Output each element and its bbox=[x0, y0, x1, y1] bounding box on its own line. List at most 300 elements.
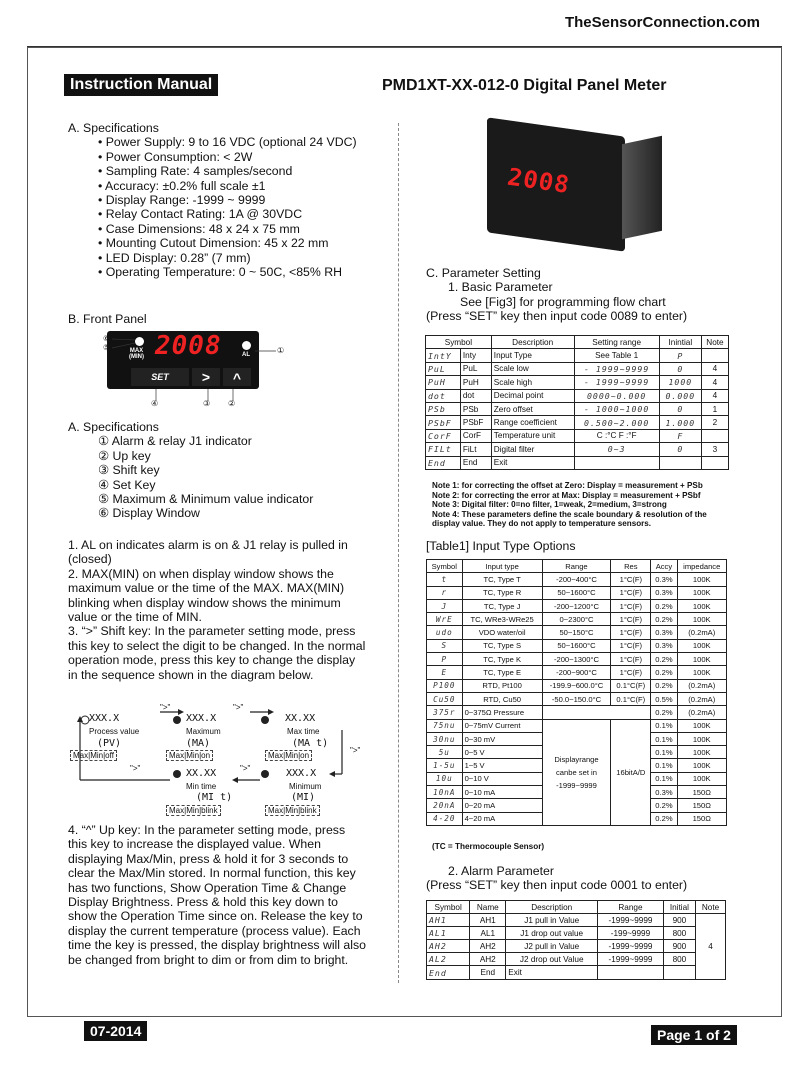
cell: -1999~9999 bbox=[598, 953, 664, 966]
cell: 100K bbox=[677, 586, 726, 599]
cell: 800 bbox=[663, 953, 695, 966]
cell: 100K bbox=[677, 719, 726, 732]
symbol-cell: FILt bbox=[426, 443, 461, 456]
cell: AL1 bbox=[470, 927, 506, 940]
cell: -200~1200°C bbox=[542, 599, 611, 612]
cell: -1999~9999 bbox=[598, 914, 664, 927]
cell: -200~1300°C bbox=[542, 653, 611, 666]
cell: 100K bbox=[677, 599, 726, 612]
table-row bbox=[426, 416, 729, 429]
flow-arrow: ">" bbox=[160, 703, 171, 712]
note: Note 4: These parameters define the scale boundary & resolution of the display value. They do not apply to temperature sensors. bbox=[432, 509, 707, 528]
cell: 0.000 bbox=[659, 389, 701, 402]
flow-mat-abbr: (MA t) bbox=[292, 738, 329, 749]
legend-item: ② Up key bbox=[98, 448, 151, 463]
cell: 100K bbox=[677, 613, 726, 626]
symbol-cell: 10u bbox=[427, 772, 463, 785]
table-row bbox=[427, 613, 727, 626]
page-title: PMD1XT-XX-012-0 Digital Panel Meter bbox=[382, 77, 667, 94]
table-row bbox=[427, 940, 726, 953]
set-button[interactable]: SET bbox=[131, 368, 189, 386]
table-row bbox=[427, 966, 726, 979]
alarm-section bbox=[426, 864, 726, 893]
header-cell: Inintial bbox=[659, 336, 701, 349]
table-row bbox=[426, 389, 729, 402]
alarm-line: (Press “SET” key then input code 0001 to enter) bbox=[426, 878, 688, 893]
max-min-label: MAX (MIN) bbox=[129, 348, 144, 360]
cell: 100K bbox=[677, 759, 726, 772]
symbol-cell: 4-20 bbox=[427, 812, 463, 825]
spec-item: • Mounting Cutout Dimension: 45 x 22 mm bbox=[98, 236, 329, 251]
cell: 0~10 V bbox=[462, 772, 542, 785]
cell: 0.1°C(F) bbox=[611, 679, 651, 692]
cell: 4 bbox=[701, 389, 728, 402]
note: Note 1: for correcting the offset at Zero: Display = measurement + PSb bbox=[432, 481, 703, 490]
cell: 0.2% bbox=[651, 706, 677, 719]
legend-list bbox=[68, 434, 388, 520]
explanation-para: 1. AL on indicates alarm is on & J1 relay is pulled in (closed) bbox=[68, 538, 348, 567]
cell: 0.500~2.000 bbox=[574, 416, 659, 429]
cell: TC, Type T bbox=[462, 573, 542, 586]
cell: J1 pull in Value bbox=[506, 914, 598, 927]
header-cell: Range bbox=[542, 560, 611, 573]
up-key-paragraph: 4. “^” Up key: In the parameter setting mode, press this key to increase the displayed value. When displaying Max/Min, press & hold it for 3 seconds to clear the Max/Min stored. In normal function, this key has two functions, Show Operation Time & Change Display Brightness. Press & hold this key down to show the Operation Time since on. Release the key to display the current temperature (process value). Each time the key is pressed, the display brightness will also be changed from bright to dim or from dim to bright. bbox=[68, 823, 366, 967]
symbol-cell: End bbox=[426, 456, 461, 469]
cell: 100K bbox=[677, 746, 726, 759]
cell: 100K bbox=[677, 573, 726, 586]
cell: dot bbox=[460, 389, 491, 402]
cell: -200~400°C bbox=[542, 573, 611, 586]
table-row bbox=[427, 719, 727, 732]
shift-button[interactable]: > bbox=[192, 368, 220, 386]
spec-section bbox=[68, 121, 388, 279]
cell bbox=[701, 349, 728, 362]
symbol-cell: PuH bbox=[426, 376, 461, 389]
cell: 150Ω bbox=[677, 812, 726, 825]
cell: RTD, Pt100 bbox=[462, 679, 542, 692]
flow-mit-value: XX.XX bbox=[186, 768, 217, 779]
cell: CorF bbox=[460, 429, 491, 442]
flow-arrow: ">" bbox=[130, 764, 141, 773]
table-row bbox=[427, 914, 726, 927]
table-row bbox=[426, 349, 729, 362]
cell: 100K bbox=[677, 732, 726, 745]
cell: Decimal point bbox=[491, 389, 574, 402]
explanation-para: 3. “>” Shift key: In the parameter setting mode, press this key to select the digit to be changed. In the normal operation mode, press this key to change the display in the sequence shown in the diagram below. bbox=[68, 624, 366, 682]
cell: Exit bbox=[506, 966, 598, 979]
cell: 0.1% bbox=[651, 732, 677, 745]
legend-item: ⑤ Maximum & Minimum value indicator bbox=[98, 492, 314, 507]
header-cell: impedance bbox=[677, 560, 726, 573]
cell: 800 bbox=[663, 927, 695, 940]
symbol-cell: P bbox=[427, 653, 463, 666]
input-type-table bbox=[426, 559, 727, 826]
cell: End bbox=[470, 966, 506, 979]
cell: 0~2300°C bbox=[542, 613, 611, 626]
header-cell: Name bbox=[470, 901, 506, 914]
param-notes bbox=[426, 481, 730, 529]
cell: 0000~0.000 bbox=[574, 389, 659, 402]
callout-2: ② bbox=[228, 399, 236, 408]
spec-item: • Power Supply: 9 to 16 VDC (optional 24 VDC) bbox=[98, 135, 357, 150]
symbol-cell: 20nA bbox=[427, 799, 463, 812]
callout-4: ④ bbox=[151, 399, 159, 408]
cell: PuL bbox=[460, 362, 491, 375]
table-header bbox=[426, 336, 729, 349]
header-cell: Description bbox=[491, 336, 574, 349]
symbol-cell: AL1 bbox=[427, 927, 470, 940]
explanation bbox=[68, 538, 368, 682]
header-cell: Note bbox=[696, 901, 726, 914]
cell: 0.2% bbox=[651, 679, 677, 692]
cell: 1°C(F) bbox=[611, 666, 651, 679]
cell: End bbox=[460, 456, 491, 469]
table-row bbox=[426, 362, 729, 375]
flow-pv-value: XXX.X bbox=[89, 713, 120, 724]
symbol-cell: E bbox=[427, 666, 463, 679]
table-row bbox=[427, 666, 727, 679]
flow-mit-led: Max|Min|blink bbox=[166, 805, 221, 816]
footer-date: 07-2014 bbox=[84, 1021, 147, 1041]
cell: (0.2mA) bbox=[677, 706, 726, 719]
symbol-cell: 5u bbox=[427, 746, 463, 759]
cell: 0.2% bbox=[651, 653, 677, 666]
symbol-cell: udo bbox=[427, 626, 463, 639]
cell: Inty bbox=[460, 349, 491, 362]
table-row bbox=[426, 456, 729, 469]
cell: TC, Type J bbox=[462, 599, 542, 612]
cell: J2 drop out Value bbox=[506, 953, 598, 966]
cell: 0.2% bbox=[651, 812, 677, 825]
tc-note: (TC = Thermocouple Sensor) bbox=[432, 842, 545, 851]
cell: 0.2% bbox=[651, 666, 677, 679]
header-cell: Range bbox=[598, 901, 664, 914]
cell: 50~1600°C bbox=[542, 586, 611, 599]
param-line1: See [Fig3] for programming flow chart bbox=[460, 294, 666, 309]
cell: -200~900°C bbox=[542, 666, 611, 679]
legend-item: ③ Shift key bbox=[98, 463, 160, 478]
table1-heading: [Table1] Input Type Options bbox=[426, 539, 576, 553]
symbol-cell: End bbox=[427, 966, 470, 979]
cell: 4 bbox=[701, 376, 728, 389]
cell: (0.2mA) bbox=[677, 679, 726, 692]
flow-mit-label: Min time bbox=[186, 782, 217, 791]
table-row bbox=[427, 679, 727, 692]
cell: P bbox=[659, 349, 701, 362]
cell: 0~30 mV bbox=[462, 732, 542, 745]
cell: 1°C(F) bbox=[611, 653, 651, 666]
cell: 1°C(F) bbox=[611, 586, 651, 599]
cell: -199.9~600.0°C bbox=[542, 679, 611, 692]
note: Note 2: for correcting the error at Max: Display = measurement + PSbf bbox=[432, 490, 701, 500]
cell: Input Type bbox=[491, 349, 574, 362]
cell: 0~375Ω Pressure bbox=[462, 706, 542, 719]
symbol-cell: t bbox=[427, 573, 463, 586]
cell: 0.1% bbox=[651, 719, 677, 732]
symbol-cell: dot bbox=[426, 389, 461, 402]
cell: TC, WRe3-WRe25 bbox=[462, 613, 542, 626]
cell: PSb bbox=[460, 402, 491, 415]
cell bbox=[701, 429, 728, 442]
table-row bbox=[426, 402, 729, 415]
spec-item: • Relay Contact Rating: 1A @ 30VDC bbox=[98, 207, 303, 222]
alarm-label: AL bbox=[242, 352, 250, 358]
cell: TC, Type R bbox=[462, 586, 542, 599]
cell: -1999~9999 bbox=[598, 940, 664, 953]
header-cell: Setting range bbox=[574, 336, 659, 349]
symbol-cell: Cu50 bbox=[427, 692, 463, 705]
note: Note 3: Digital filter: 0=no filter, 1=weak, 2=medium, 3=strong bbox=[432, 500, 667, 509]
callout-5: ⑤ bbox=[103, 343, 111, 352]
cell bbox=[542, 706, 651, 719]
footer-page: Page 1 of 2 bbox=[651, 1025, 737, 1045]
cell: 50~1600°C bbox=[542, 639, 611, 652]
cell: 900 bbox=[663, 914, 695, 927]
cell: 1.000 bbox=[659, 416, 701, 429]
cell: 0.3% bbox=[651, 639, 677, 652]
cell: TC, Type S bbox=[462, 639, 542, 652]
flow-arrow: ">" bbox=[233, 703, 244, 712]
cell: PSbF bbox=[460, 416, 491, 429]
flow-arrow: ">" bbox=[350, 746, 361, 755]
cell: 0~3 bbox=[574, 443, 659, 456]
cell: 1000 bbox=[659, 376, 701, 389]
cell: 0 bbox=[659, 443, 701, 456]
symbol-cell: J bbox=[427, 599, 463, 612]
cell: (0.2mA) bbox=[677, 626, 726, 639]
meter-display: 2008 bbox=[508, 162, 570, 200]
callout-1: ① bbox=[277, 346, 285, 355]
cell: 1~5 V bbox=[462, 759, 542, 772]
spec-item: • Case Dimensions: 48 x 24 x 75 mm bbox=[98, 221, 300, 236]
table-row bbox=[426, 429, 729, 442]
table-row bbox=[426, 443, 729, 456]
table-row bbox=[427, 953, 726, 966]
cell: See Table 1 bbox=[574, 349, 659, 362]
cell: FiLt bbox=[460, 443, 491, 456]
alarm-table bbox=[426, 900, 726, 980]
header-cell: Accy bbox=[651, 560, 677, 573]
symbol-cell: AH2 bbox=[427, 940, 470, 953]
flow-pv-abbr: (PV) bbox=[97, 738, 122, 749]
cell: 0.3% bbox=[651, 786, 677, 799]
cell: Digital filter bbox=[491, 443, 574, 456]
symbol-cell: PuL bbox=[426, 362, 461, 375]
flow-arrow: ">" bbox=[240, 764, 251, 773]
header-cell: Symbol bbox=[427, 901, 470, 914]
cell bbox=[701, 456, 728, 469]
symbol-cell: 10nA bbox=[427, 786, 463, 799]
cell: 150Ω bbox=[677, 799, 726, 812]
column-divider bbox=[398, 123, 399, 983]
flow-ma-label: Maximum bbox=[186, 727, 221, 736]
cell: 3 bbox=[701, 443, 728, 456]
up-button[interactable]: ^ bbox=[223, 368, 251, 386]
legend-heading: A. Specifications bbox=[68, 420, 159, 434]
cell: 0.2% bbox=[651, 613, 677, 626]
manual-badge: Instruction Manual bbox=[64, 74, 218, 96]
cell: 4 bbox=[701, 362, 728, 375]
cell: Range coefficient bbox=[491, 416, 574, 429]
param-section bbox=[426, 266, 726, 324]
symbol-cell: AL2 bbox=[427, 953, 470, 966]
cell bbox=[663, 966, 695, 979]
spec-heading: A. Specifications bbox=[68, 121, 159, 135]
cell: 0.5% bbox=[651, 692, 677, 705]
param-table bbox=[425, 335, 729, 470]
table-row bbox=[427, 599, 727, 612]
cell: 0.1% bbox=[651, 746, 677, 759]
table-row bbox=[426, 376, 729, 389]
explanation-para: 2. MAX(MIN) on when display window shows the maximum value or the time of the MAX. MAX(MIN) blinking when display window shows the minimum value or the time of MIN. bbox=[68, 566, 345, 625]
header-cell: Symbol bbox=[426, 336, 492, 349]
spec-item: • Display Range: -1999 ~ 9999 bbox=[98, 193, 266, 208]
cell: -50.0~150.0°C bbox=[542, 692, 611, 705]
header-cell: Symbol bbox=[427, 560, 463, 573]
cell: Scale low bbox=[491, 362, 574, 375]
cell: 900 bbox=[663, 940, 695, 953]
cell: 150Ω bbox=[677, 786, 726, 799]
cell: RTD, Cu50 bbox=[462, 692, 542, 705]
cell: 0 bbox=[659, 402, 701, 415]
cell: Exit bbox=[491, 456, 574, 469]
cell: 2 bbox=[701, 416, 728, 429]
spec-item: • LED Display: 0.28” (7 mm) bbox=[98, 250, 251, 265]
symbol-cell: 75nu bbox=[427, 719, 463, 732]
cell: 100K bbox=[677, 666, 726, 679]
symbol-cell: WrE bbox=[427, 613, 463, 626]
legend-item: ① Alarm & relay J1 indicator bbox=[98, 434, 252, 449]
merged-res-cell: 16bitA/D bbox=[611, 719, 651, 825]
cell: 100K bbox=[677, 639, 726, 652]
front-display: 2008 bbox=[155, 331, 222, 361]
alarm-sub: 2. Alarm Parameter bbox=[448, 864, 554, 878]
header-cell: Note bbox=[701, 336, 728, 349]
flow-mit-abbr: (MI t) bbox=[196, 792, 233, 803]
cell: C :°C F :°F bbox=[574, 429, 659, 442]
cell: 0.3% bbox=[651, 586, 677, 599]
cell: 0.3% bbox=[651, 573, 677, 586]
cell: 0~75mV Current bbox=[462, 719, 542, 732]
cell: 0.3% bbox=[651, 626, 677, 639]
cell: AH1 bbox=[470, 914, 506, 927]
key-legend bbox=[68, 420, 388, 521]
symbol-cell: 30nu bbox=[427, 732, 463, 745]
cell: 1°C(F) bbox=[611, 573, 651, 586]
note-cell: 4 bbox=[696, 914, 726, 979]
flow-mi-abbr: (MI) bbox=[291, 792, 316, 803]
flow-mat-label: Max time bbox=[287, 727, 320, 736]
symbol-cell: AH1 bbox=[427, 914, 470, 927]
cell: 0 bbox=[659, 362, 701, 375]
table-row bbox=[427, 586, 727, 599]
cell: AH2 bbox=[470, 953, 506, 966]
cell: 0~10 mA bbox=[462, 786, 542, 799]
cell: -199~9999 bbox=[598, 927, 664, 940]
cell: - 1999~9999 bbox=[574, 362, 659, 375]
front-panel-heading: B. Front Panel bbox=[68, 312, 147, 326]
cell: VDO water/oil bbox=[462, 626, 542, 639]
symbol-cell: PSb bbox=[426, 402, 461, 415]
meter-housing bbox=[622, 136, 662, 240]
cell bbox=[659, 456, 701, 469]
cell: 4~20 mA bbox=[462, 812, 542, 825]
flow-pv-led: Max|Min|off bbox=[70, 750, 117, 761]
spec-item: • Sampling Rate: 4 samples/second bbox=[98, 164, 293, 179]
header-cell: Description bbox=[506, 901, 598, 914]
spec-item: • Accuracy: ±0.2% full scale ±1 bbox=[98, 178, 266, 193]
site-name: TheSensorConnection.com bbox=[564, 14, 760, 31]
cell: J2 pull in Value bbox=[506, 940, 598, 953]
symbol-cell: r bbox=[427, 586, 463, 599]
header-cell: Initial bbox=[663, 901, 695, 914]
cell: 50~150°C bbox=[542, 626, 611, 639]
symbol-cell: P100 bbox=[427, 679, 463, 692]
param-heading: C. Parameter Setting bbox=[426, 266, 541, 280]
symbol-cell: S bbox=[427, 639, 463, 652]
cell: 100K bbox=[677, 772, 726, 785]
cell: 0~5 V bbox=[462, 746, 542, 759]
symbol-cell: CorF bbox=[426, 429, 461, 442]
flow-ma-abbr: (MA) bbox=[186, 738, 211, 749]
table-row bbox=[427, 639, 727, 652]
flow-pv-label: Process value bbox=[89, 727, 140, 736]
cell: Temperature unit bbox=[491, 429, 574, 442]
table-row bbox=[427, 653, 727, 666]
panel-callouts bbox=[100, 331, 300, 411]
cell: Zero offset bbox=[491, 402, 574, 415]
cell: 0.2% bbox=[651, 799, 677, 812]
symbol-cell: 1-5u bbox=[427, 759, 463, 772]
spec-item: • Operating Temperature: 0 ~ 50C, <85% RH bbox=[98, 265, 342, 280]
param-line2: (Press “SET” key then input code 0089 to enter) bbox=[426, 309, 688, 324]
cell: - 1000~1000 bbox=[574, 402, 659, 415]
cell: 1°C(F) bbox=[611, 599, 651, 612]
spec-item: • Power Consumption: < 2W bbox=[98, 149, 253, 164]
cell: 0.1% bbox=[651, 759, 677, 772]
table-row bbox=[427, 626, 727, 639]
table-header bbox=[427, 901, 726, 914]
flow-mi-label: Minimum bbox=[289, 782, 322, 791]
cell: 0.1% bbox=[651, 772, 677, 785]
cell: (0.2mA) bbox=[677, 692, 726, 705]
cell: - 1999~9999 bbox=[574, 376, 659, 389]
callout-6: ⑥ bbox=[103, 334, 111, 343]
cell: 1 bbox=[701, 402, 728, 415]
cell bbox=[574, 456, 659, 469]
symbol-cell: IntY bbox=[426, 349, 461, 362]
symbol-cell: 375r bbox=[427, 706, 463, 719]
flow-mat-value: XX.XX bbox=[285, 713, 316, 724]
flow-mi-value: XXX.X bbox=[286, 768, 317, 779]
cell: TC, Type E bbox=[462, 666, 542, 679]
spec-list bbox=[68, 135, 388, 279]
header-cell: Input type bbox=[462, 560, 542, 573]
cell: 0.2% bbox=[651, 599, 677, 612]
table-row bbox=[427, 573, 727, 586]
cell: 1°C(F) bbox=[611, 639, 651, 652]
flow-mat-led: Max|Min|on bbox=[265, 750, 312, 761]
cell: 100K bbox=[677, 653, 726, 666]
param-sub: 1. Basic Parameter bbox=[448, 280, 553, 295]
cell: 1°C(F) bbox=[611, 626, 651, 639]
merged-range-cell: Displayrange canbe set in -1999~9999 bbox=[542, 719, 611, 825]
header-cell: Res bbox=[611, 560, 651, 573]
symbol-cell: PSbF bbox=[426, 416, 461, 429]
table-header bbox=[427, 560, 727, 573]
cell: AH2 bbox=[470, 940, 506, 953]
flow-ma-value: XXX.X bbox=[186, 713, 217, 724]
